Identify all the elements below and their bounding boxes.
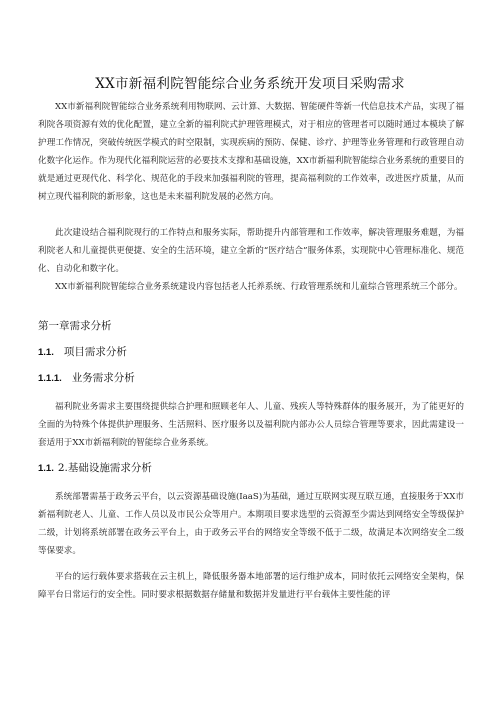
- intro-paragraph-2: 此次建设结合福利院现行的工作特点和服务实际，帮助提升内部管理和工作效率，解决管理服务难题，为福利院老人和儿童提供更便捷、安全的生活环境，建立全新的“医疗结合”服务体系，实现院中心管理标准化、规范化、自动化和数字化。: [38, 228, 464, 274]
- section-number: 1.1.1.: [38, 373, 62, 384]
- business-paragraph: 福利院业务需求主要围绕提供综合护理和照顾老年人、儿童、残疾人等特殊群体的服务展开，为了能更好的全面的为特殊个体提供护理服务、生活照料、医疗服务以及福利院内部办公人员综合管理等要求，因此需建设一套适用于XX市新福利院的智能综合业务系统。: [38, 402, 464, 448]
- infra-paragraph-2: 平台的运行载体要求搭载在云主机上，降低服务器本地部署的运行维护成本，同时依托云网络安全架构，保障平台日常运行的安全性。同时要求根据数据存储量和数据并发量进行平台载体主要性能的评: [38, 572, 464, 600]
- intro-paragraph-1: XX市新福利院智能综合业务系统利用物联网、云计算、大数据、智能硬件等新一代信息技术产品，实现了福利院各项资源有效的优化配置，建立全新的福利院式护理管理模式，对于相应的管理者可以随时通过本模块了解护理工作情况，突破传统医学模式的时空限制，实现疾病的预防、保健、诊疗、护理等业务管理和行政管理自动化数字化运作。作为现代化福利院运营的必要技术支撑和基础设施，XX市新福利院智能综合业务系统的重要目的就是通过更现代化、科学化、规范化的手段来加强福利院的管理，提高福利院的工作效率，改进医疗质量，从而树立现代福利院的新形象，这也是未来福利院发展的必然方向。: [38, 102, 464, 202]
- section-number: 1.1.: [38, 463, 54, 474]
- intro-paragraph-3: XX市新福利院智能综合业务系统建设内容包括老人托养系统、行政管理系统和儿童综合管理系统三个部分。: [55, 282, 463, 292]
- infra-paragraph-1: 系统部署需基于政务云平台，以云资源基础设施(IaaS)为基础，通过互联网实现互联互通，直接服务于XX市新福利院老人、儿童、工作人员以及市民公众等用户。本期项目要求选型的云资源至少需达到网络安全等级保护二级，计划将系统部署在政务云平台上，由于政务云平台的网络安全等级不低于二级，故满足本次网络安全二级等保要求。: [38, 492, 464, 556]
- chapter-heading: 第一章需求分析: [38, 320, 112, 332]
- section-heading-1-1: [38, 344, 127, 359]
- section-heading-1-1-2: [38, 460, 152, 475]
- section-number: 1.1.: [38, 347, 54, 358]
- section-heading-1-1-1: [38, 370, 135, 385]
- section-title: 业务需求分析: [71, 372, 135, 384]
- document-title: XX市新福利院智能综合业务系统开发项目采购需求: [95, 76, 405, 92]
- section-title: 项目需求分析: [63, 346, 127, 358]
- section-title: 2.基础设施需求分析: [57, 462, 152, 474]
